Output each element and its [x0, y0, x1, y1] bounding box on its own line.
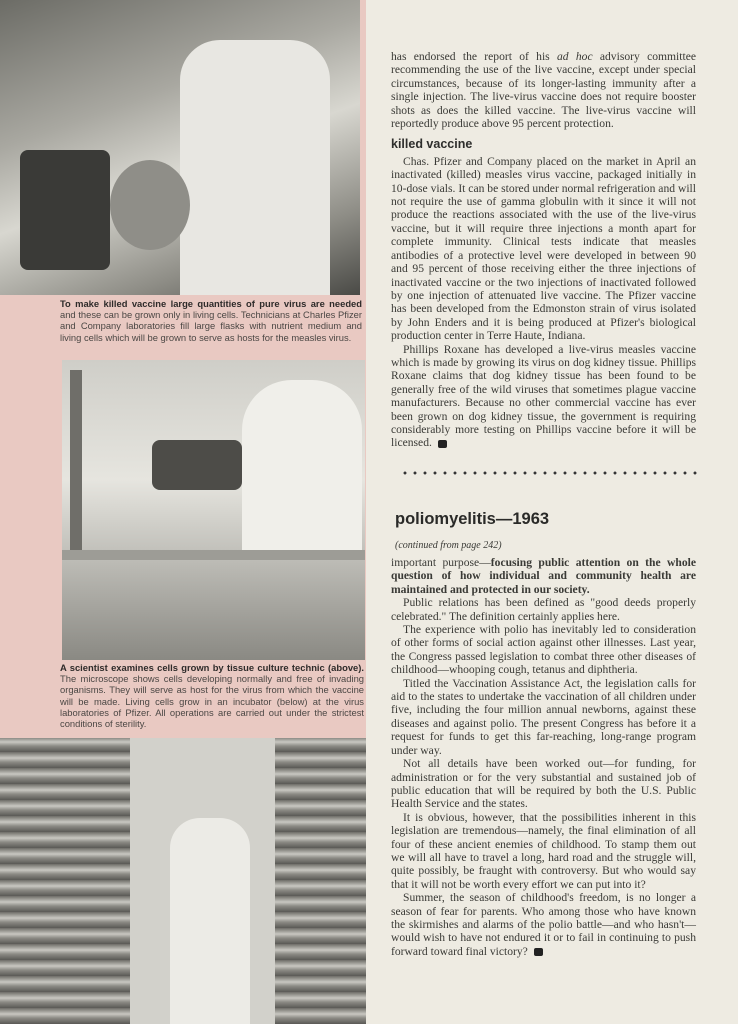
polio-article-column [391, 556, 696, 958]
paragraph: Not all details have been worked out—for funding, for administration or for the very substantial and sustained job of public education that will be required by both the U.S. Public Health Service and the states. [391, 757, 696, 811]
end-mark-icon [438, 440, 447, 448]
continued-note: (continued from page 242) [395, 540, 502, 551]
paragraph: important purpose—focusing public attention on the whole question of how individual and community health are maintained and protected in our society. [391, 556, 697, 596]
paragraph: has endorsed the report of his ad hoc advisory committee recommending the use of the live vaccine, except under special circumstances, because of its longer-lasting immunity after a single injection. The live-virus vaccine does not require booster shots as does the killed vaccine. The live-virus vaccine will reportedly produce above 95 percent protection. [391, 50, 696, 131]
photo2-caption: A scientist examines cells grown by tissue culture technic (above). The microscope shows cells developing normally and free of invading organisms. They will serve as host for the virus from which the vaccine will be made. Living cells grow in an incubator (below) at the virus laboratories of Pfizer. All operations are carried out under the strictest conditions of sterility. [60, 662, 364, 730]
section-heading-killed-vaccine: killed vaccine [391, 137, 473, 152]
article-title: poliomyelitis—1963 [395, 510, 550, 528]
end-mark-icon [534, 948, 543, 956]
photo1-caption: To make killed vaccine large quantities of pure virus are needed and these can be grown only in living cells. Technicians at Charles Pfizer and Company laboratories fill large flasks with nutrient medium and living cells which will be grown to serve as hosts for the measles virus. [60, 298, 362, 343]
dotted-divider [400, 470, 700, 476]
photo-lab-technicians-flasks [0, 0, 360, 295]
paragraph: It is obvious, however, that the possibilities inherent in this legislation are tremendous—namely, the final elimination of all four of these ancient enemies of childhood. To stamp them out we will all have to travel a long, hard road and the struggle will, quite possibly, be fraught with controversy. But who would say that it will not be worth every effort we can put into it? [391, 810, 696, 891]
photo-scientist-microscope [62, 360, 365, 660]
paragraph: Summer, the season of childhood's freedom, is no longer a season of fear for parents. Who among those who have known the skirmishes and alarms of the polio battle—and who hasn't—would wish to have not endured it or to fail in continuing to push forward toward final victory? [391, 891, 696, 958]
paragraph: Phillips Roxane has developed a live-virus measles vaccine which is made by growing its virus on dog kidney tissue. Phillips Roxane claims that dog kidney tissue has been found to be generally free of the wild viruses that sometimes plague vaccine manufacturers. Because no other commercial vaccine has ever been grown on dog kidney tissue, the government is requiring considerably more testing on Phillips vaccine before it will be licensed. [391, 342, 696, 450]
paragraph: Titled the Vaccination Assistance Act, the legislation calls for aid to the states to undertake the vaccination of all children under five, including the four million annual newborns, against these diseases and against polio. The present Congress has before it a request for funds to get this far-reaching, long-range program under way. [391, 676, 696, 757]
measles-article-column [391, 50, 696, 450]
paragraph: Chas. Pfizer and Company placed on the market in April an inactivated (killed) measles virus vaccine, packaged initially in 10-dose vials. It can be stored under normal refrigeration and will not require the use of gamma globulin with it since it will not produce the reactions associated with the use of the live-virus vaccine, but it will require three injections a month apart for complete immunity. Clinical tests indicate that measles antibodies of a protective level were developed in between 90 and 95 percent of those receiving either the three injections of inactivated vaccine or the two injections of inactivated followed by one injection of attenuated live vaccine. The Pfizer vaccine has been developed from the Edmonston strain of virus isolated by John Enders and it is being produced at Pfizer's biological production center in Terre Haute, Indiana. [391, 154, 696, 343]
paragraph: Public relations has been defined as "good deeds properly celebrated." The definition certainly applies here. [391, 596, 696, 623]
photo-incubator-racks [0, 738, 366, 1024]
paragraph: The experience with polio has inevitably led to consideration of other forms of social action against other illnesses. Last year, the Congress passed legislation to combat three other diseases of childhood—whooping cough, tetanus and diphtheria. [391, 623, 696, 677]
